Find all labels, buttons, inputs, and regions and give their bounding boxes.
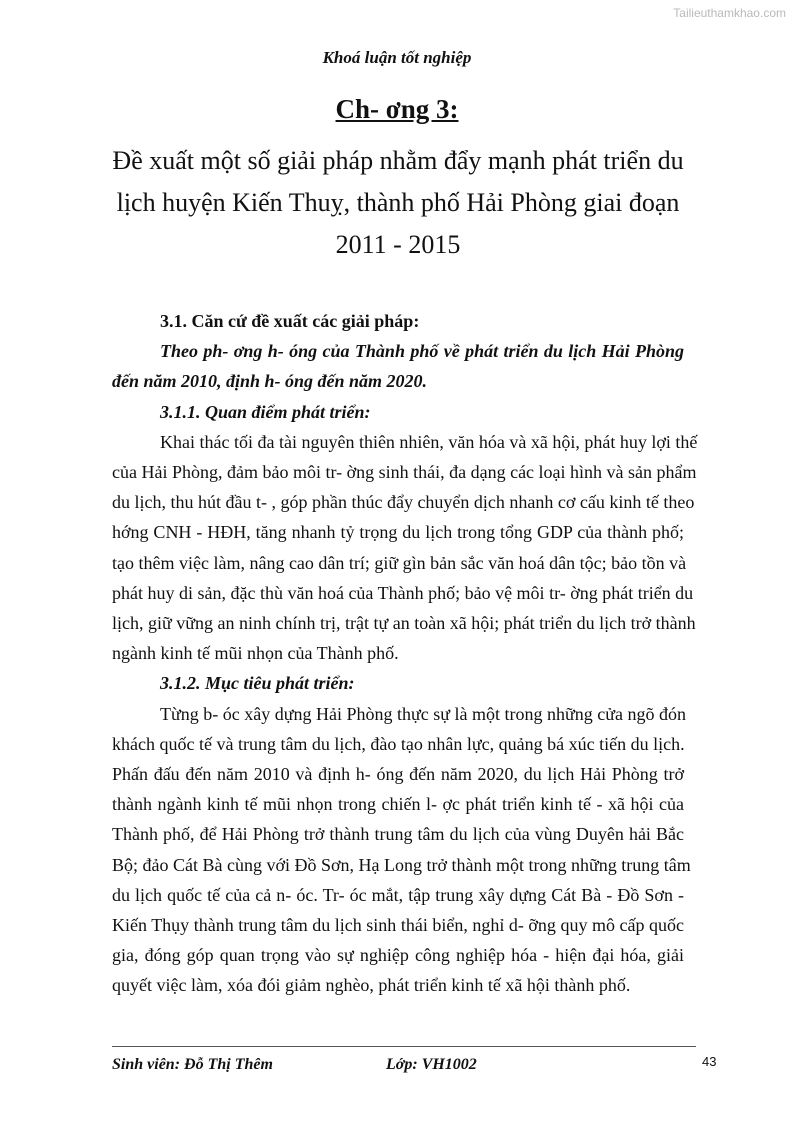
chapter-subtitle (112, 140, 684, 266)
paragraph-line: gia, đóng góp quan trọng vào sự nghiệp công nghiệp hóa - hiện đại hóa, giải (112, 945, 684, 966)
subtitle-line: 2011 - 2015 (335, 230, 461, 259)
paragraph-line: lịch, giữ vững an ninh chính trị, trật tự an toàn xã hội; phát triển du lịch trở thành (112, 613, 696, 634)
paragraph-line: thành ngành kinh tế mũi nhọn trong chiến l- ợc phát triển kinh tế - xã hội của (112, 794, 684, 815)
page-number: 43 (702, 1054, 717, 1069)
body-text (112, 306, 698, 1001)
paragraph-line: hớng CNH - HĐH, tăng nhanh tỷ trọng du lịch trong tổng GDP của thành phố; (112, 522, 684, 543)
orientation-line: đến năm 2010, định h- óng đến năm 2020. (112, 371, 428, 392)
paragraph-line: du lịch quốc tế của cả n- óc. Tr- óc mắt, tập trung xây dựng Cát Bà - Đồ Sơn - (112, 884, 684, 905)
subtitle-line: lịch huyện Kiến Thuỵ, thành phố Hải Phòng giai đoạn (116, 188, 680, 217)
paragraph-line: Thành phố, để Hải Phòng trở thành trung tâm du lịch của vùng Duyên hải Bắc (112, 824, 684, 845)
paragraph-line: Kiến Thụy thành trung tâm du lịch sinh thái biển, nghỉ d- ỡng quy mô cấp quốc (112, 915, 684, 936)
section-heading-3-1: 3.1. Căn cứ đề xuất các giải pháp: (160, 311, 420, 331)
chapter-title: Ch- ơng 3: (335, 94, 459, 124)
paragraph-line: Phấn đấu đến năm 2010 và định h- óng đến năm 2020, du lịch Hải Phòng trở (112, 764, 684, 785)
orientation-line: Theo ph- ơng h- óng của Thành phố về phát triển du lịch Hải Phòng (160, 341, 684, 362)
paragraph-line: của Hải Phòng, đảm bảo môi tr- ờng sinh thái, đa dạng các loại hình và sản phẩm (112, 462, 697, 483)
paragraph-line: Khai thác tối đa tài nguyên thiên nhiên, văn hóa và xã hội, phát huy lợi thế (160, 431, 698, 452)
section-heading-3-1-2: 3.1.2. Mục tiêu phát triển: (160, 673, 355, 694)
paragraph-line: phát huy di sản, đặc thù văn hoá của Thành phố; bảo vệ môi tr- ờng phát triển du (112, 582, 694, 603)
paragraph-line: du lịch, thu hút đầu t- , góp phần thúc đẩy chuyển dịch nhanh cơ cấu kinh tế theo (112, 492, 695, 513)
footer-class: Lớp: VH1002 (386, 1056, 477, 1073)
paragraph-line: ngành kinh tế mũi nhọn của Thành phố. (112, 643, 399, 664)
section-heading-3-1-1: 3.1.1. Quan điểm phát triển: (160, 401, 371, 422)
watermark: Tailieuthamkhao.com (673, 6, 786, 20)
paragraph-line: khách quốc tế và trung tâm du lịch, đào tạo nhân lực, quảng bá xúc tiến du lịch. (112, 733, 685, 754)
running-header: Khoá luận tốt nghiệp (322, 48, 472, 67)
footer-student: Sinh viên: Đỗ Thị Thêm (112, 1056, 273, 1073)
paragraph-line: quyết việc làm, xóa đói giảm nghèo, phát triển kinh tế xã hội thành phố. (112, 975, 631, 996)
footer-rule (112, 1046, 696, 1047)
subtitle-line: Đề xuất một số giải pháp nhằm đẩy mạnh phát triển du (112, 146, 684, 175)
paragraph-line: Từng b- óc xây dựng Hải Phòng thực sự là một trong những cửa ngõ đón (160, 703, 686, 724)
paragraph-line: Bộ; đảo Cát Bà cùng với Đồ Sơn, Hạ Long trở thành một trong những trung tâm (112, 854, 691, 875)
paragraph-line: tạo thêm việc làm, nâng cao dân trí; giữ gìn bản sắc văn hoá dân tộc; bảo tồn và (112, 552, 687, 573)
